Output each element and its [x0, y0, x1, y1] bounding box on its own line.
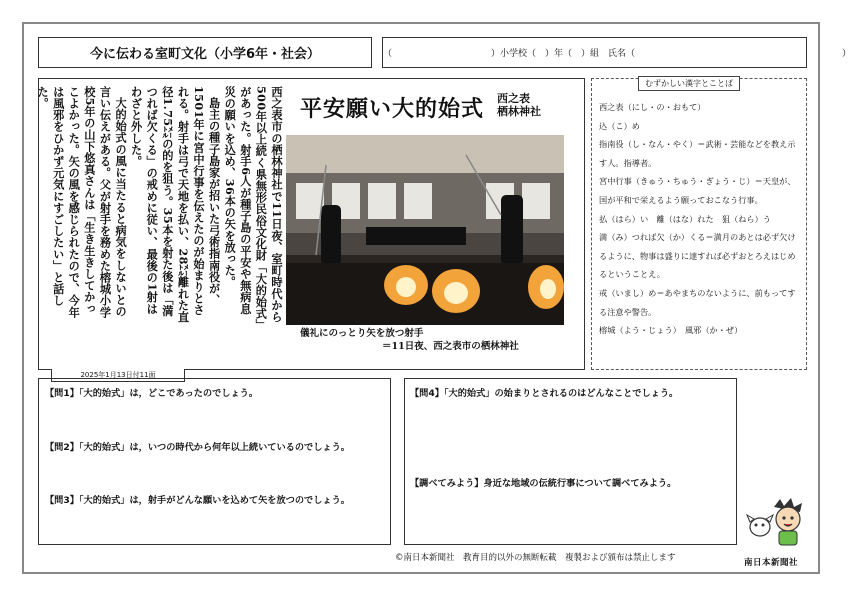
- research-prompt: 【調べてみよう】身近な地域の伝統行事について調べてみよう。: [410, 478, 677, 489]
- vocabulary-item: 指南役（し・なん・やく）＝武術・芸能などを教え示す人。指導者。: [599, 139, 796, 168]
- vocabulary-item: 払（はら）い 離（はな）れた 狙（ねら）う: [599, 213, 771, 224]
- vocabulary-item: 榕城（よう・じょう） 風邪（か・ぜ）: [599, 325, 743, 336]
- article-byline: [497, 92, 541, 118]
- mascot-icon: [744, 497, 810, 547]
- article-paragraph: 大的始式の風に当たると病気をしないとの言い伝えがある。父が射手を務めた榕城小学校5年の山下悠真さんは「生き生きしてかっこよかった。矢の風を感じられたので、今年は風邪をひかず元気にすごしたい」と話した。: [36, 86, 129, 318]
- question-3: 【問3】「大的始式」は，射手がどんな願いを込めて矢を放つのでしょう。: [45, 495, 350, 506]
- student-name-text: （ ）小学校（ ）年（ ）組 氏名（ ）: [383, 49, 851, 59]
- byline-shrine: 栖林神社: [497, 105, 541, 118]
- vocabulary-list: [599, 98, 803, 340]
- vocabulary-item: 宮中行事（きゅう・ちゅう・ぎょう・じ）＝天皇が、国が平和で栄えるよう願っておこなう行事。: [599, 176, 796, 205]
- question-4: 【問4】「大的始式」の始まりとされるのはどんなことでしょう。: [410, 388, 679, 399]
- question-1: 【問1】「大的始式」は，どこであったのでしょう。: [45, 388, 259, 399]
- archery-ceremony-photo: [286, 135, 564, 325]
- article-paragraph: 島主の種子島家が招いた弓術指南役が、1501年に宮中行事を伝えたのが始まりとされる。射手は弓で天地を払い、28㍍離れた直径1.75㍍の的を狙う。35本を射た後は「満つれば欠くる」の戒めに従い、最後の1射はわざと外した。: [129, 86, 222, 323]
- newspaper-mascot-logo: [744, 497, 810, 547]
- article-paragraph: 西之表市の栖林神社で11日夜、室町時代から500年以上続く県無形民俗文化財「大的始式」があった。射手6人が種子島の平安や無病息災の願いを込め、36本の矢を放った。: [223, 86, 284, 326]
- vocabulary-item: 戒（いまし）め＝あやまちのないように、前もってする注意や警告。: [599, 287, 796, 317]
- article-photo: [286, 135, 564, 325]
- worksheet-title: 今に伝わる室町文化（小学6年・社会）: [38, 37, 372, 68]
- answer-box-right[interactable]: [404, 378, 737, 545]
- byline-city: 西之表: [497, 92, 530, 105]
- vocabulary-title: むずかしい漢字とことば: [638, 76, 740, 91]
- student-name-line[interactable]: [382, 37, 851, 68]
- article-headline: 平安願い大的始式: [300, 96, 485, 122]
- caption-line: 儀礼にのっとり矢を放つ射手: [300, 328, 424, 339]
- newspaper-brand: 南日本新聞社: [744, 558, 799, 568]
- vocabulary-item: 西之表（にし・の・おもて）: [599, 102, 706, 112]
- copyright-notice: ©南日本新聞社 教育目的以外の無断転載 複製および頒布は禁止します: [395, 553, 676, 563]
- vocabulary-item: 込（こ）め: [599, 120, 640, 131]
- publication-date: 2025年1月13日付11面: [51, 369, 185, 382]
- answer-box-left[interactable]: [38, 378, 391, 545]
- vocabulary-item: 満（み）つれば欠（か）くる＝満月のあとは必ず欠けるように、物事は盛りに達すれば必ずおとろえはじめるということえ。: [599, 232, 796, 280]
- photo-caption: [300, 327, 519, 353]
- article-body: [36, 86, 284, 326]
- caption-line: ＝11日夜、西之表市の栖林神社: [382, 341, 519, 352]
- question-2: 【問2】「大的始式」は，いつの時代から何年以上続いているのでしょう。: [45, 442, 350, 453]
